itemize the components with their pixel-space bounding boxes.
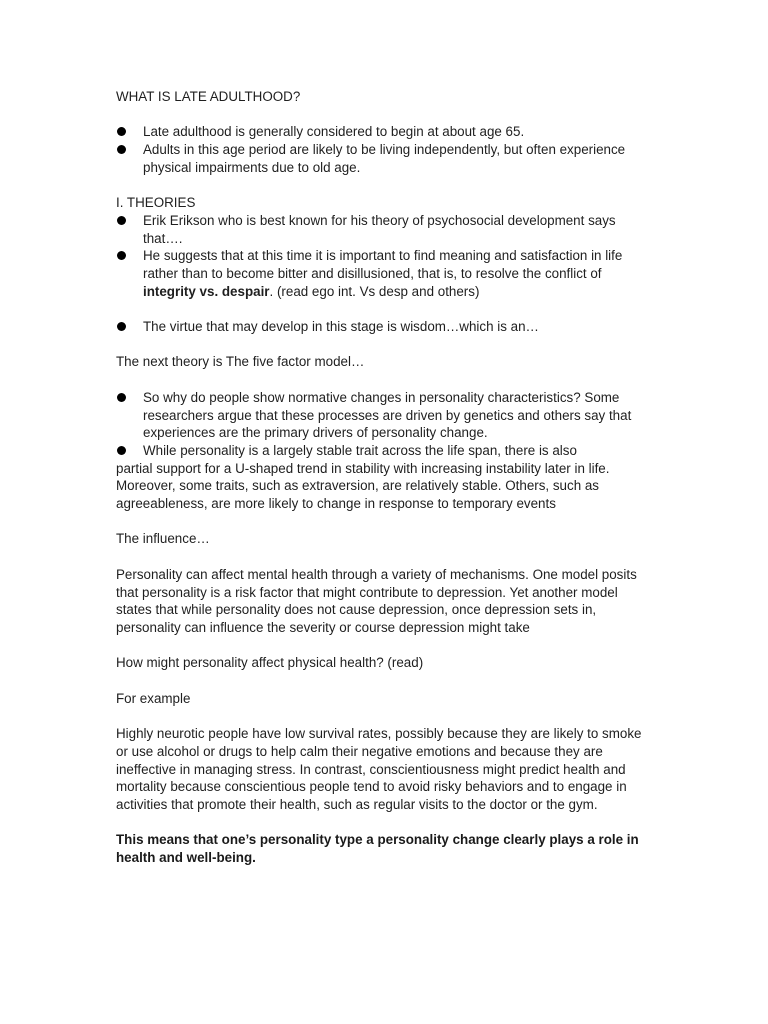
paragraph: For example (116, 690, 191, 706)
paragraph: The next theory is The five factor model… (116, 354, 365, 370)
list-item (116, 389, 656, 442)
list-item-text: Late adulthood is generally considered to begin at about age 65. (143, 124, 525, 140)
bullet-icon (117, 145, 126, 154)
list-item-text: He suggests that at this time it is important to find meaning and satisfaction in life rather than to become bitter and disillusioned, that is, to resolve the conflict of (143, 248, 623, 281)
paragraph: Highly neurotic people have low survival rates, possibly because they are likely to smoke or use alcohol or drugs to help calm their negative emotions and because they are ineffective in managing stress. In contrast, conscientiousness might predict health and mortality because conscientious people tend to avoid risky behaviors and to engage in activities that promote their health, such as regular visits to the doctor or the gym. (116, 726, 642, 812)
list-item-text: So why do people show normative changes in personality characteristics? Some researchers argue that these processes are driven by genetics and others say that experiences are the primary drivers of personality change. (143, 389, 632, 441)
list-item (116, 123, 656, 141)
paragraph: The influence… (116, 531, 210, 547)
bullet-icon (117, 127, 126, 136)
document-page (116, 88, 656, 867)
list-item (116, 318, 656, 336)
list-item (116, 247, 656, 300)
list-item-text: Adults in this age period are likely to be living independently, but often experience physical impairments due to old age. (143, 142, 626, 175)
list-item-text: . (read ego int. Vs desp and others) (269, 283, 480, 299)
list-item-text: While personality is a largely stable trait across the life span, there is also (143, 442, 577, 458)
bullet-icon (117, 393, 126, 402)
list-item-text: The virtue that may develop in this stage is wisdom…which is an… (143, 319, 539, 335)
list-item-text: Erik Erikson who is best known for his theory of psychosocial development says that…. (143, 212, 616, 246)
list-item (116, 141, 656, 176)
list-item (116, 442, 656, 513)
bold-term: integrity vs. despair (143, 283, 270, 299)
paragraph: How might personality affect physical health? (read) (116, 655, 424, 671)
list-item-text: partial support for a U-shaped trend in stability with increasing instability later in life. Moreover, some traits, such as extraversion, are relatively stable. Others, such as agreeableness, are more likely to change in response to temporary events (116, 460, 610, 512)
document-heading: WHAT IS LATE ADULTHOOD? (116, 89, 301, 104)
bullet-icon (117, 322, 126, 331)
bullet-icon (117, 216, 126, 225)
paragraph: Personality can affect mental health through a variety of mechanisms. One model posits that personality is a risk factor that might contribute to depression. Yet another model states that while personality does not cause depression, once depression sets in, personality can influence the severity or course depression might take (116, 566, 637, 635)
conclusion-paragraph: This means that one’s personality type a personality change clearly plays a role in health and well-being. (116, 832, 639, 866)
list-item (116, 212, 656, 247)
section-heading-theories: I. THEORIES (116, 195, 196, 211)
bullet-icon (117, 251, 126, 260)
bullet-icon (117, 446, 126, 455)
